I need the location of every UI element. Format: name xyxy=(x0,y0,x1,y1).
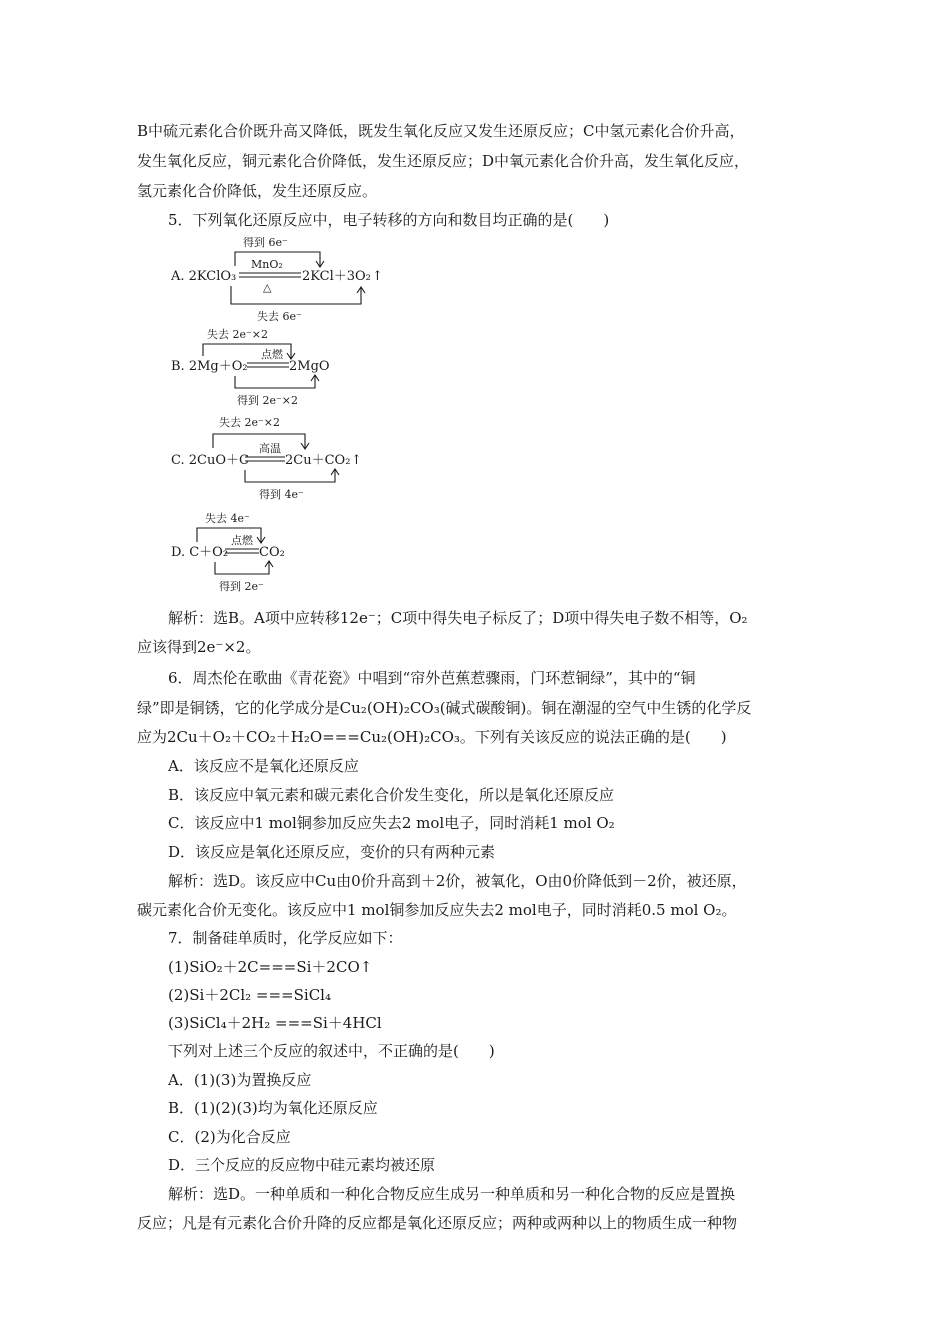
diagram-d-condition: 点燃 xyxy=(231,534,253,547)
option-7c: C．(2)为化合反应 xyxy=(168,1128,291,1146)
question-6-line: 应为2Cu＋O₂＋CO₂＋H₂O===Cu₂(OH)₂CO₃。下列有关该反应的说法正确的是( ) xyxy=(137,728,727,746)
diagram-a-product: 2KCl＋3O₂ xyxy=(302,269,371,284)
diagram-a-reactant: A. 2KClO₃ xyxy=(171,269,237,284)
reaction-3: (3)SiCl₄＋2H₂ ===Si＋4HCl xyxy=(168,1014,382,1032)
paragraph-line: B中硫元素化合价既升高又降低，既发生氧化反应又发生还原反应；C中氢元素化合价升高， xyxy=(137,122,745,140)
diagram-d-bottom-bracket xyxy=(215,562,269,574)
paragraph-line: 发生氧化反应，铜元素化合价降低，发生还原反应；D中氧元素化合价升高，发生氧化反应， xyxy=(137,152,750,170)
diagram-c-reactant: C. 2CuO＋C xyxy=(171,453,249,468)
question-6-line: 6．周杰伦在歌曲《青花瓷》中唱到“帘外芭蕉惹骤雨，门环惹铜绿”，其中的“铜 xyxy=(168,669,696,687)
diagram-a-gas-arrow: ↑ xyxy=(372,269,383,284)
question-5: 5．下列氧化还原反应中，电子转移的方向和数目均正确的是( ) xyxy=(168,211,610,229)
answer-5-line: 解析：选B。A项中应转移12e⁻；C项中得失电子标反了；D项中得失电子数不相等，O₂ xyxy=(168,609,748,627)
paragraph-line: 氢元素化合价降低，发生还原反应。 xyxy=(137,182,378,200)
diagram-a xyxy=(165,232,405,324)
diagram-b-product: 2MgO xyxy=(289,359,330,374)
reaction-1: (1)SiO₂＋2C===Si＋2CO↑ xyxy=(168,958,373,976)
answer-6-line: 碳元素化合价无变化。该反应中1 mol铜参加反应失去2 mol电子，同时消耗0.5 mol O₂。 xyxy=(137,901,737,919)
diagram-a-catalyst: MnO₂ xyxy=(251,258,283,271)
diagram-c-bottom-note: 得到 4e⁻ xyxy=(259,488,304,501)
diagram-a-top-note: 得到 6e⁻ xyxy=(243,236,288,249)
diagram-d xyxy=(165,506,345,596)
diagram-b-bottom-bracket xyxy=(235,376,315,388)
answer-7-line: 反应；凡是有元素化合价升降的反应都是氧化还原反应；两种或两种以上的物质生成一种物 xyxy=(137,1214,738,1232)
option-6d: D．该反应是氧化还原反应，变价的只有两种元素 xyxy=(168,843,496,861)
diagram-d-bottom-note: 得到 2e⁻ xyxy=(219,580,264,593)
diagram-b-bottom-note: 得到 2e⁻×2 xyxy=(237,394,299,407)
question-7: 7．制备硅单质时，化学反应如下： xyxy=(168,929,403,947)
diagram-b xyxy=(165,324,385,410)
answer-7-line: 解析：选D。一种单质和一种化合物反应生成另一种单质和另一种化合物的反应是置换 xyxy=(168,1185,736,1203)
option-6c: C．该反应中1 mol铜参加反应失去2 mol电子，同时消耗1 mol O₂ xyxy=(168,814,615,832)
option-7b: B．(1)(2)(3)均为氧化还原反应 xyxy=(168,1099,378,1117)
option-7a: A．(1)(3)为置换反应 xyxy=(168,1071,312,1089)
diagram-d-reactant: D. C＋O₂ xyxy=(171,545,229,560)
diagram-b-condition: 点燃 xyxy=(261,348,283,361)
diagram-a-condition: △ xyxy=(263,281,272,294)
answer-5-line: 应该得到2e⁻×2。 xyxy=(137,638,261,656)
diagram-b-top-note: 失去 2e⁻×2 xyxy=(207,328,269,341)
diagram-c-product: 2Cu＋CO₂ xyxy=(285,453,351,468)
diagram-a-bottom-bracket xyxy=(231,286,361,304)
question-6-line: 绿”即是铜锈，它的化学成分是Cu₂(OH)₂CO₃(碱式碳酸铜)。铜在潮湿的空气中生锈的化学反 xyxy=(137,699,752,717)
diagram-d-product: CO₂ xyxy=(259,545,285,560)
reaction-2: (2)Si＋2Cl₂ ===SiCl₄ xyxy=(168,986,331,1004)
diagram-a-bottom-note: 失去 6e⁻ xyxy=(257,310,302,323)
diagram-b-reactant: B. 2Mg＋O₂ xyxy=(171,359,248,374)
question-7-stem: 下列对上述三个反应的叙述中，不正确的是( ) xyxy=(168,1042,495,1060)
diagram-c-gas-arrow: ↑ xyxy=(351,453,362,468)
diagram-c xyxy=(165,410,385,504)
diagram-c-condition: 高温 xyxy=(259,442,281,455)
option-6b: B．该反应中氧元素和碳元素化合价发生变化，所以是氧化还原反应 xyxy=(168,786,615,804)
diagram-c-top-note: 失去 2e⁻×2 xyxy=(219,416,281,429)
diagram-d-top-note: 失去 4e⁻ xyxy=(205,512,250,525)
option-6a: A．该反应不是氧化还原反应 xyxy=(168,757,359,775)
answer-6-line: 解析：选D。该反应中Cu由0价升高到＋2价，被氧化，O由0价降低到－2价，被还原， xyxy=(168,872,747,890)
option-7d: D．三个反应的反应物中硅元素均被还原 xyxy=(168,1156,436,1174)
diagram-c-bottom-bracket xyxy=(245,470,335,482)
